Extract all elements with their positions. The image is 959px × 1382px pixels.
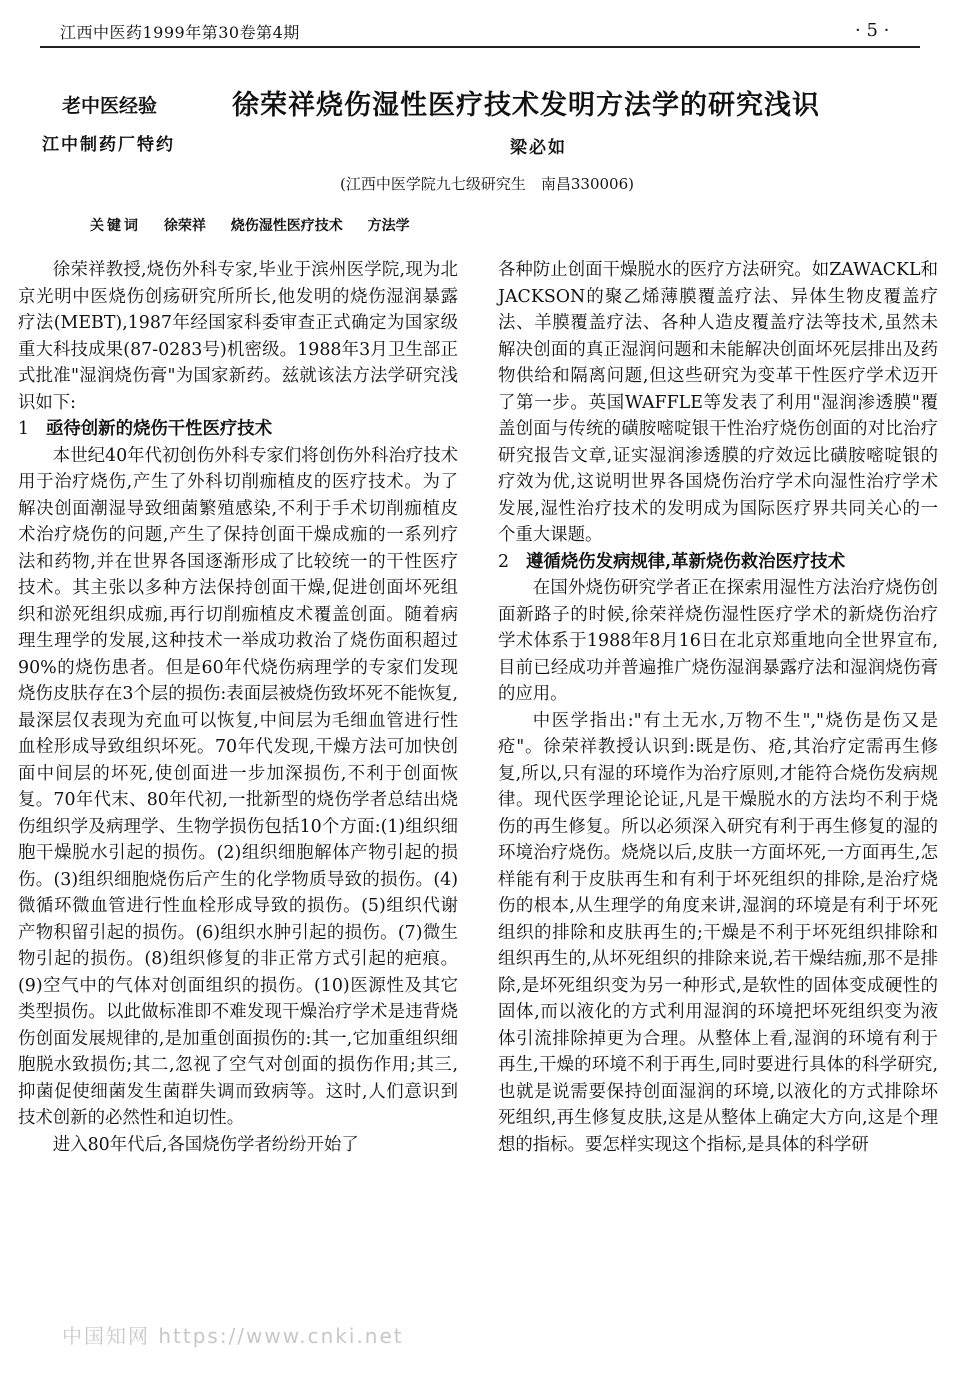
section-1-title: 亟待创新的烧伤干性医疗技术	[46, 419, 273, 439]
header-rule	[40, 46, 920, 48]
author-name: 梁必如	[510, 138, 567, 158]
section-2-paragraph: 在国外烧伤研究学者正在探索用湿性方法治疗烧伤创面新路子的时候,徐荣祥烧伤湿性医疗学术的新烧伤治疗学术体系于1988年8月16日在北京郑重地向全世界宣布,目前已经成功并普遍推广烧伤湿润暴露疗法和湿润烧伤膏的应用。	[498, 578, 938, 704]
journal-header: 江西中医药1999年第30卷第4期	[60, 23, 300, 42]
section-1-paragraph: 本世纪40年代初创伤外科专家们将创伤外科治疗技术用于治疗烧伤,产生了外科切削痂植皮的医疗技术。为了解决创面潮湿导致细菌繁殖感染,不利于手术切削痂植皮术治疗烧伤的问题,产生了保持创面干燥成痂的一系列疗法和药物,并在世界各国逐渐形成了比较统一的干性医疗技术。其主张以多种方法保持创面干燥,促进创面坏死组织和淤死组织成痂,再行切削痂植皮术覆盖创面。随着病理生理学的发展,这种技术一举成功救治了烧伤面积超过90%的烧伤患者。但是60年代烧伤病理学的专家们发现烧伤皮肤存在3个层的损伤:表面层被烧伤致坏死不能恢复,最深层仅表现为充血可以恢复,中间层为毛细血管进行性血栓形成导致组织坏死。70年代发现,干燥方法可加快创面中间层的坏死,使创面进一步加深损伤,不利于创面恢复。70年代末、80年代初,一批新型的烧伤学者总结出烧伤组织学及病理学、生物学损伤包括10个方面:(1)组织细胞干燥脱水引起的损伤。(2)组织细胞解体产物引起的损伤。(3)组织细胞烧伤后产生的化学物质导致的损伤。(4)微循环微血管进行性血栓形成导致的损伤。(5)组织代谢产物积留引起的损伤。(6)组织水肿引起的损伤。(7)微生物引起的损伤。(8)组织修复的非正常方式引起的疤痕。(9)空气中的气体对创面组织的损伤。(10)医源性及其它类型损伤。以此做标准即不难发现干燥治疗学术是违背烧伤创面发展规律的,是加重创面损伤的:其一,它加重组织细胞脱水致损伤;其二,忽视了空气对创面的损伤作用;其三,抑菌促使细菌发生菌群失调而致病等。这时,人们意识到技术创新的必然性和迫切性。	[18, 445, 458, 1128]
column-tag: 老中医经验	[62, 95, 158, 117]
section-1-paragraph-2: 进入80年代后,各国烧伤学者纷纷开始了	[52, 1134, 359, 1155]
section-2-title: 遵循烧伤发病规律,革新烧伤救治医疗技术	[526, 551, 846, 572]
section-2-heading	[498, 549, 938, 576]
article-title: 徐荣祥烧伤湿性医疗技术发明方法学的研究浅识	[232, 90, 820, 121]
left-column	[18, 257, 458, 1373]
section-2-paragraph-2: 中医学指出:"有土无水,万物不生","烧伤是伤又是疮"。徐荣祥教授认识到:既是伤、疮,其治疗定需再生修复,所以,只有湿的环境作为治疗原则,才能符合烧伤发病规律。现代医学理论论证,凡是干燥脱水的方法均不利于烧伤的再生修复。所以必须深入研究有利于再生修复的湿的环境治疗烧伤。烧烧以后,皮肤一方面坏死,一方面再生,怎样能有利于皮肤再生和有利于坏死组织的排除,是治疗烧伤的根本,从生理学的角度来讲,湿润的环境是有利于坏死组织的排除和皮肤再生的;干燥是不利于坏死组织排除和组织再生的,从坏死组织的排除来说,若干燥结痂,那不是排除,是坏死组织变为另一种形式,是软性的固体变成硬性的固体,而以液化的方式利用湿润的环境把坏死组织变为液体引流排除掉更为合理。从整体上看,湿润的环境有利于再生,干燥的环境不利于再生,同时要进行具体的科学研究,也就是说需要保持创面湿润的环境,以液化的方式排除坏死组织,再生修复皮肤,这是从整体上确定大方向,这是个理想的指标。要怎样实现这个指标,是具体的科学研	[498, 710, 938, 1155]
keyword-2: 烧伤湿性医疗技术	[230, 218, 343, 234]
section-1-heading	[18, 416, 458, 443]
cnki-watermark: 中国知网 https://www.cnki.net	[62, 1324, 404, 1348]
keyword-1: 徐荣祥	[163, 218, 206, 234]
author-affiliation: (江西中医学院九七级研究生 南昌330006)	[340, 175, 634, 193]
section-1-number: 1	[18, 419, 30, 439]
page-number: · 5 ·	[855, 20, 890, 41]
right-column	[498, 257, 938, 1373]
intro-paragraph: 徐荣祥教授,烧伤外科专家,毕业于滨州医学院,现为北京光明中医烧伤创疡研究所所长,他发明的烧伤湿润暴露疗法(MEBT),1987年经国家科委审查正式确定为国家级重大科技成果(87-0283号)机密级。1988年3月卫生部正式批准"湿润烧伤膏"为国家新药。兹就该法方法学研究浅识如下:	[18, 260, 458, 413]
continued-paragraph: 各种防止创面干燥脱水的医疗方法研究。如ZAWACKL和JACKSON的聚乙烯薄膜覆盖疗法、异体生物皮覆盖疗法、羊膜覆盖疗法、各种人造皮覆盖疗法等技术,虽然未解决创面的真正湿润问题和未能解决创面坏死层排出及药物供给和隔离问题,但这些研究为变革干性医疗学术迈开了第一步。英国WAFFLE等发表了利用"湿润渗透膜"覆盖创面与传统的磺胺嘧啶银干性治疗烧伤创面的对比治疗研究报告文章,证实湿润渗透膜的疗效远比磺胺嘧啶银的疗效为优,这说明世界各国烧伤治疗学术向湿性治疗学术发展,湿性治疗技术的发明成为国际医疗界共同关心的一个重大课题。	[498, 260, 938, 545]
section-2-number: 2	[498, 551, 510, 572]
keyword-3: 方法学	[367, 218, 410, 234]
sponsor-line: 江中制药厂特约	[42, 135, 175, 155]
keywords-label: 关键词	[90, 218, 141, 234]
keywords	[90, 215, 430, 235]
